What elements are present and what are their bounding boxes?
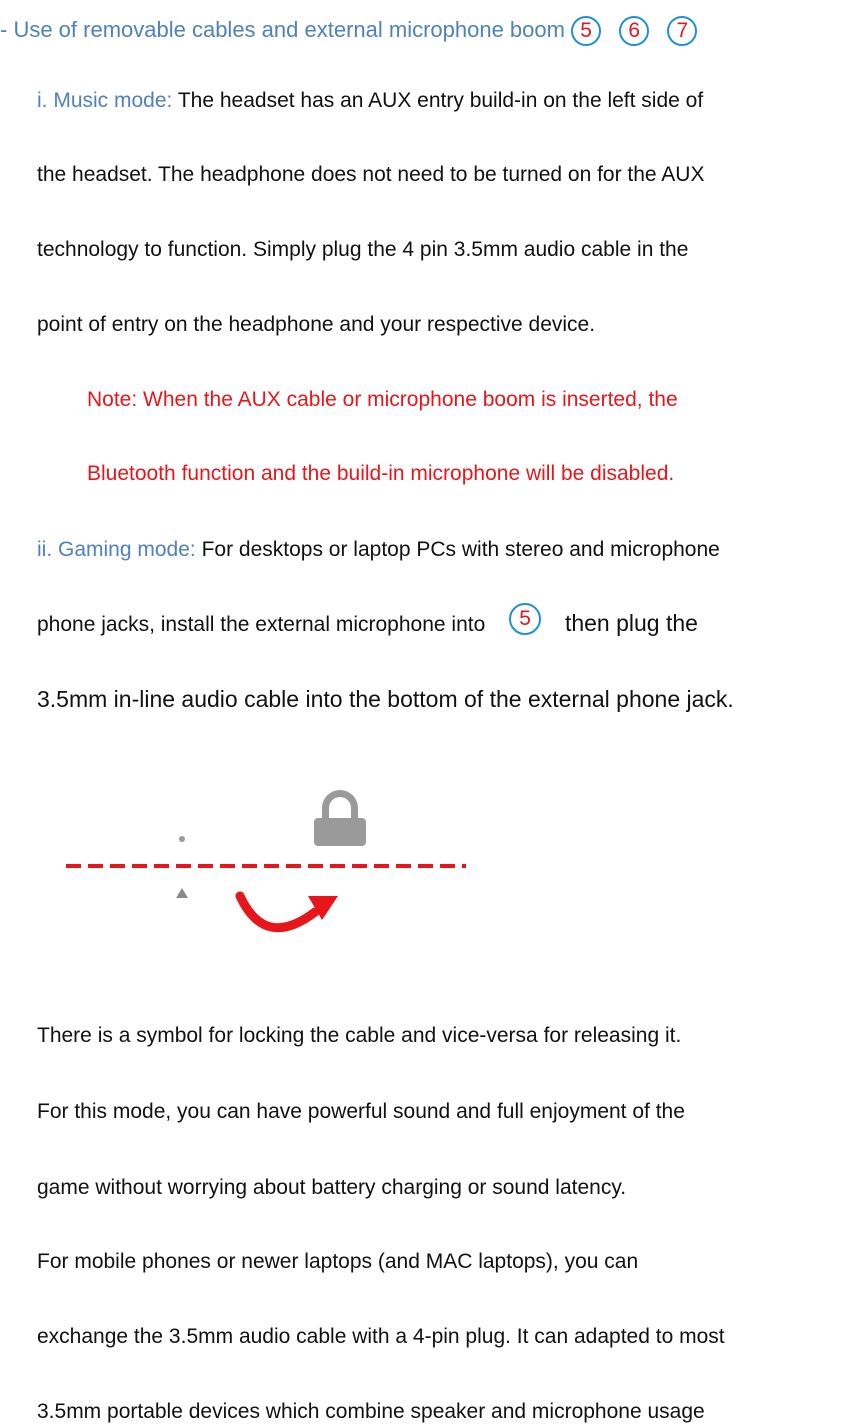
gaming-mode-text-3: then plug the bbox=[564, 610, 698, 636]
section-heading bbox=[0, 16, 697, 46]
gaming-mode-line-1 bbox=[37, 537, 720, 563]
body-line-3: game without worrying about battery charging or sound latency. bbox=[37, 1176, 627, 1199]
badge-5-icon: 5 bbox=[571, 16, 601, 46]
music-mode-line-4: point of entry on the headphone and your respective device. bbox=[37, 313, 596, 336]
badge-7-icon: 7 bbox=[667, 16, 697, 46]
lock-release-diagram bbox=[60, 780, 480, 950]
note-line-1: Note: When the AUX cable or microphone boom is inserted, the bbox=[87, 388, 678, 411]
body-line-4: For mobile phones or newer laptops (and MAC laptops), you can bbox=[37, 1250, 639, 1273]
gaming-mode-text-1: For desktops or laptop PCs with stereo and microphone bbox=[201, 538, 720, 561]
music-mode-line-1 bbox=[37, 88, 703, 114]
rotate-arrow-icon bbox=[240, 896, 315, 928]
music-mode-line-2: the headset. The headphone does not need to be turned on for the AUX bbox=[37, 163, 705, 186]
music-mode-text-1: The headset has an AUX entry build-in on the left side of bbox=[177, 89, 704, 112]
body-line-6: 3.5mm portable devices which combine speaker and microphone usage bbox=[37, 1400, 705, 1423]
body-line-2: For this mode, you can have powerful sound and full enjoyment of the bbox=[37, 1100, 685, 1123]
body-line-5: exchange the 3.5mm audio cable with a 4-pin plug. It can adapted to most bbox=[37, 1325, 725, 1348]
gaming-mode-line-2 bbox=[37, 603, 698, 643]
badge-6-icon: 6 bbox=[619, 16, 649, 46]
section-heading-text: - Use of removable cables and external microphone boom bbox=[0, 16, 565, 42]
release-dot-icon bbox=[179, 836, 185, 842]
body-line-1: There is a symbol for locking the cable and vice-versa for releasing it. bbox=[37, 1024, 682, 1047]
alignment-triangle-icon bbox=[176, 888, 188, 898]
music-mode-line-3: technology to function. Simply plug the 4 pin 3.5mm audio cable in the bbox=[37, 238, 689, 261]
gaming-mode-line-3: 3.5mm in-line audio cable into the bottom of the external phone jack. bbox=[37, 686, 734, 712]
badge-5-inline-icon: 5 bbox=[509, 603, 541, 635]
gaming-mode-label: ii. Gaming mode: bbox=[37, 538, 196, 561]
note-line-2: Bluetooth function and the build-in microphone will be disabled. bbox=[87, 462, 675, 485]
music-mode-label: i. Music mode: bbox=[37, 89, 173, 112]
gaming-mode-text-2: phone jacks, install the external microphone into bbox=[37, 613, 486, 636]
padlock-icon bbox=[314, 790, 366, 846]
